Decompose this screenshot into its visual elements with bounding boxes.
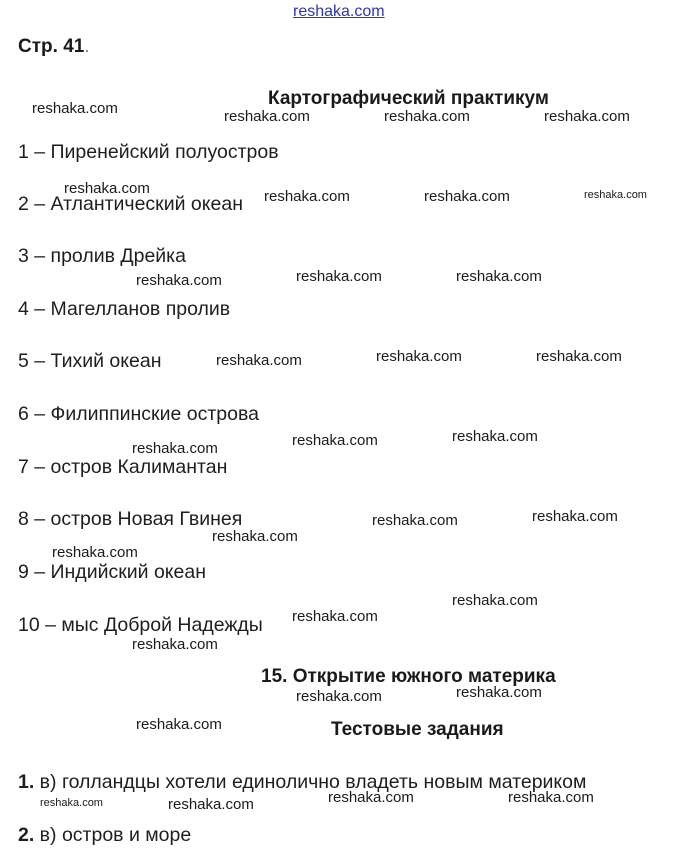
answer-item	[18, 824, 191, 847]
chapter-title: 15. Открытие южного материка	[261, 666, 556, 687]
site-header-link[interactable]: reshaka.com	[293, 3, 385, 20]
page-number-text: Стр. 41	[18, 36, 85, 57]
watermark: reshaka.com	[292, 608, 378, 625]
watermark: reshaka.com	[424, 188, 510, 205]
page-number	[18, 36, 90, 58]
watermark: reshaka.com	[264, 188, 350, 205]
watermark: reshaka.com	[452, 592, 538, 609]
answer-number: 1.	[18, 771, 35, 793]
watermark: reshaka.com	[292, 432, 378, 449]
watermark: reshaka.com	[376, 348, 462, 365]
list-item: 8 – остров Новая Гвинея	[18, 508, 243, 530]
watermark: reshaka.com	[136, 272, 222, 289]
watermark: reshaka.com	[456, 684, 542, 701]
watermark: reshaka.com	[40, 797, 103, 809]
page-number-dot: .	[84, 36, 90, 57]
list-item: 2 – Атлантический океан	[18, 193, 243, 215]
answer-item	[18, 771, 586, 794]
list-item: 3 – пролив Дрейка	[18, 245, 186, 267]
watermark: reshaka.com	[296, 688, 382, 705]
list-item: 4 – Магелланов пролив	[18, 298, 231, 320]
list-item: 1 – Пиренейский полуостров	[18, 141, 279, 163]
watermark: reshaka.com	[136, 716, 222, 733]
list-item: 6 – Филиппинские острова	[18, 403, 259, 425]
watermark: reshaka.com	[532, 508, 618, 525]
watermark: reshaka.com	[536, 348, 622, 365]
watermark: reshaka.com	[216, 352, 302, 369]
list-item: 10 – мыс Доброй Надежды	[18, 614, 263, 636]
watermark: reshaka.com	[132, 440, 218, 457]
watermark: reshaka.com	[508, 789, 594, 806]
list-item: 5 – Тихий океан	[18, 350, 162, 372]
watermark: reshaka.com	[212, 528, 298, 545]
watermark: reshaka.com	[52, 544, 138, 561]
list-item: 9 – Индийский океан	[18, 561, 207, 583]
watermark: reshaka.com	[384, 108, 470, 125]
watermark: reshaka.com	[544, 108, 630, 125]
watermark: reshaka.com	[132, 636, 218, 653]
list-item: 7 – остров Калимантан	[18, 456, 228, 478]
watermark: reshaka.com	[456, 268, 542, 285]
answer-number: 2.	[18, 824, 35, 846]
section-title: Картографический практикум	[268, 88, 549, 109]
watermark: reshaka.com	[452, 428, 538, 445]
watermark: reshaka.com	[328, 789, 414, 806]
answer-text: в) голландцы хотели единолично владеть новым материком	[34, 771, 587, 793]
watermark: reshaka.com	[224, 108, 310, 125]
watermark: reshaka.com	[372, 512, 458, 529]
answer-text: в) остров и море	[34, 824, 192, 846]
watermark: reshaka.com	[32, 100, 118, 117]
watermark: reshaka.com	[584, 189, 647, 201]
tests-title: Тестовые задания	[331, 719, 504, 740]
watermark: reshaka.com	[168, 796, 254, 813]
watermark: reshaka.com	[64, 180, 150, 197]
watermark: reshaka.com	[296, 268, 382, 285]
